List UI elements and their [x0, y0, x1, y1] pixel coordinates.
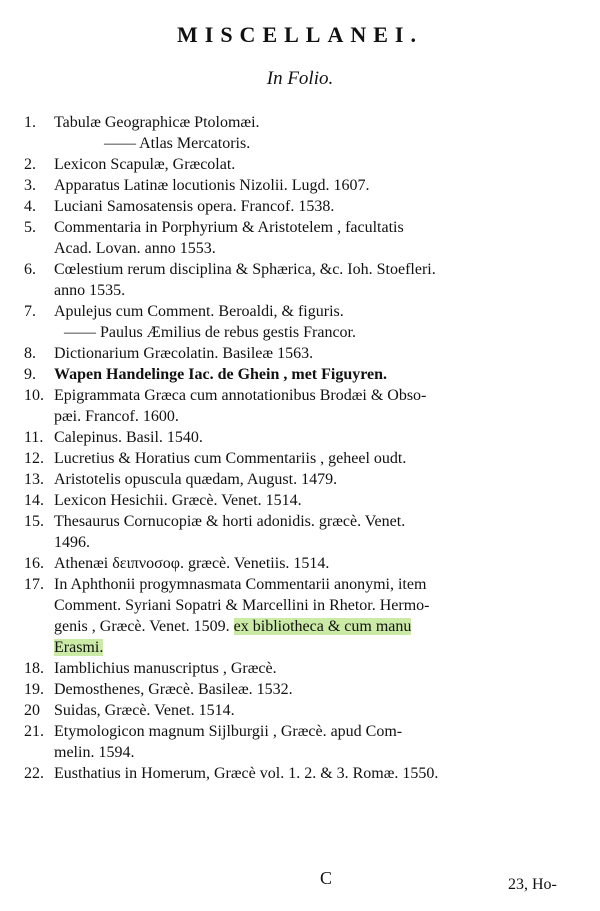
entry-line: —— Atlas Mercatoris.: [104, 135, 251, 152]
entry-number: 13.: [24, 471, 44, 488]
entry-line: Eusthatius in Homerum, Græcè vol. 1. 2. & 3. Romæ. 1550.: [54, 765, 439, 782]
entry-number: 1.: [24, 114, 36, 131]
format-subtitle: In Folio.: [266, 68, 334, 89]
list-item: [24, 448, 584, 469]
signature-mark: C: [320, 868, 333, 888]
entry-line: Commentaria in Porphyrium & Aristotelem , facultatis: [54, 219, 404, 236]
list-item: [24, 343, 584, 364]
entry-line: Luciani Samosatensis opera. Francof. 1538.: [54, 198, 335, 215]
entry-line: Lucretius & Horatius cum Commentariis , geheel oudt.: [54, 450, 407, 467]
list-item: [24, 511, 584, 553]
entry-number: 10.: [24, 387, 44, 404]
entry-number: 11.: [24, 429, 44, 446]
entry-line: [54, 637, 584, 658]
entry-number: 15.: [24, 513, 44, 530]
entry-line: Suidas, Græcè. Venet. 1514.: [54, 702, 235, 719]
entry-line: Epigrammata Græca cum annotationibus Brodæi & Obso-: [54, 387, 427, 404]
entry-number: 18.: [24, 660, 44, 677]
entry-number: 14.: [24, 492, 44, 509]
list-item: [24, 721, 584, 763]
entry-number: 17.: [24, 576, 44, 593]
entry-number: 5.: [24, 219, 36, 236]
entry-line: Cœlestium rerum disciplina & Sphærica, &c. Ioh. Stoefleri.: [54, 261, 436, 278]
entry-number: 4.: [24, 198, 36, 215]
entry-number: 16.: [24, 555, 44, 572]
entry-line: Lexicon Scapulæ, Græcolat.: [54, 156, 236, 173]
list-item: [24, 574, 584, 658]
entry-line: Calepinus. Basil. 1540.: [54, 429, 203, 446]
entry-number: 8.: [24, 345, 36, 362]
entry-number: 22.: [24, 765, 44, 782]
entry-list: [24, 112, 584, 784]
entry-line: [54, 616, 584, 637]
list-item: [24, 700, 584, 721]
list-item: [24, 469, 584, 490]
entry-line: melin. 1594.: [54, 744, 135, 761]
entry-line: Athenæi δειπνοσοφ. græcè. Venetiis. 1514.: [54, 555, 330, 572]
list-item: [24, 658, 584, 679]
highlighted-provenance: Erasmi.: [54, 639, 104, 656]
entry-number: 7.: [24, 303, 36, 320]
entry-line: —— Paulus Æmilius de rebus gestis Francor.: [64, 324, 356, 341]
entry-number: 6.: [24, 261, 36, 278]
entry-number: 3.: [24, 177, 36, 194]
catchword: 23, Ho-: [508, 876, 557, 893]
list-item: [24, 154, 584, 175]
list-item: [24, 196, 584, 217]
entry-number: 20: [24, 702, 40, 719]
entry-line: Iamblichius manuscriptus , Græcè.: [54, 660, 277, 677]
entry-line: Acad. Lovan. anno 1553.: [54, 240, 216, 257]
entry-line: In Aphthonii progymnasmata Commentarii anonymi, item: [54, 576, 427, 593]
list-item: [24, 763, 584, 784]
entry-line: Apulejus cum Comment. Beroaldi, & figuris.: [54, 303, 344, 320]
entry-number: 12.: [24, 450, 44, 467]
list-item: [24, 364, 584, 385]
entry-number: 21.: [24, 723, 44, 740]
entry-line: Thesaurus Cornucopiæ & horti adonidis. græcè. Venet.: [54, 513, 406, 530]
list-item: [24, 175, 584, 196]
entry-line: Wapen Handelinge Iac. de Ghein , met Figuyren.: [54, 366, 388, 383]
list-item: [24, 112, 584, 154]
entry-line-text: genis , Græcè. Venet. 1509.: [54, 618, 230, 635]
list-item: [24, 553, 584, 574]
list-item: [24, 427, 584, 448]
list-item: [24, 259, 584, 301]
entry-line: Comment. Syriani Sopatri & Marcellini in Rhetor. Hermo-: [54, 597, 430, 614]
entry-line: 1496.: [54, 534, 90, 551]
entry-line: Demosthenes, Græcè. Basileæ. 1532.: [54, 681, 293, 698]
list-item: [24, 679, 584, 700]
list-item: [24, 301, 584, 343]
entry-number: 9.: [24, 366, 36, 383]
entry-line: Etymologicon magnum Sijlburgii , Græcè. apud Com-: [54, 723, 403, 740]
entry-line: Apparatus Latinæ locutionis Nizolii. Lugd. 1607.: [54, 177, 370, 194]
entry-line: pæi. Francof. 1600.: [54, 408, 179, 425]
entry-number: 19.: [24, 681, 44, 698]
entry-line: Dictionarium Græcolatin. Basileæ 1563.: [54, 345, 314, 362]
list-item: [24, 490, 584, 511]
entry-number: 2.: [24, 156, 36, 173]
list-item: [24, 385, 584, 427]
entry-line: anno 1535.: [54, 282, 126, 299]
section-title: MISCELLANEI.: [177, 22, 423, 47]
entry-line: Aristotelis opuscula quædam, August. 1479.: [54, 471, 338, 488]
list-item: [24, 217, 584, 259]
highlighted-provenance: ex bibliotheca & cum manu: [233, 618, 412, 635]
entry-line: Lexicon Hesichii. Græcè. Venet. 1514.: [54, 492, 302, 509]
entry-line: Tabulæ Geographicæ Ptolomæi.: [54, 114, 260, 131]
